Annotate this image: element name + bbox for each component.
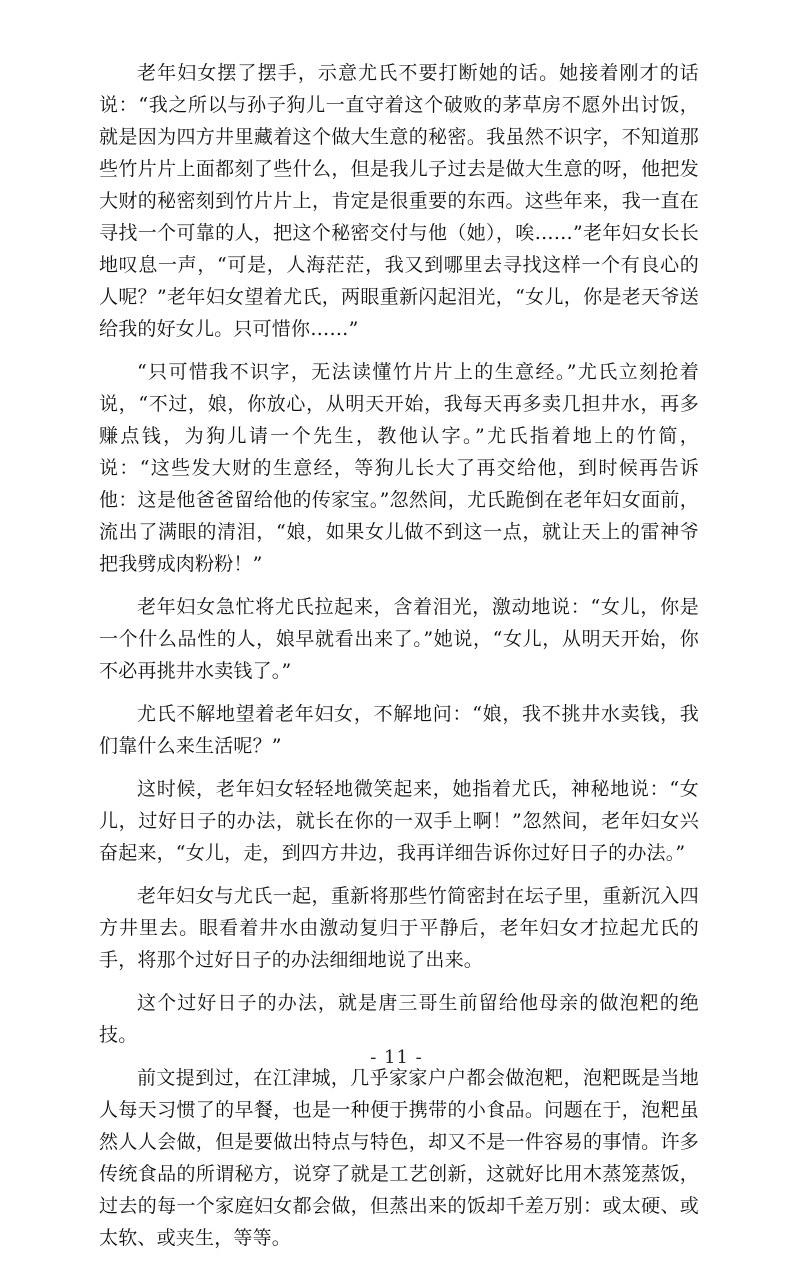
paragraph: “只可惜我不识字，无法读懂竹片片上的生意经。”尤氏立刻抢着说，“不过，娘，你放心，从明天开始，我每天再多卖几担井水，再多赚点钱，为狗儿请一个先生，教他认字。”尤氏指着地上的竹简，说：“这些发大财的生意经，等狗儿长大了再交给他，到时候再告诉他：这是他爸爸留给他的传家宝。”忽然间，尤氏跪倒在老年妇女面前，流出了满眼的清泪，“娘，如果女儿做不到这一点，就让天上的雷神爷把我劈成肉粉粉！” <box>99 361 699 575</box>
paragraph: 老年妇女急忙将尤氏拉起来，含着泪光，激动地说：“女儿，你是一个什么品性的人，娘早就看出来了。”她说，“女儿，从明天开始，你不必再挑井水卖钱了。” <box>99 596 699 682</box>
body-text <box>99 57 699 1265</box>
page-number: - 11 - <box>370 1047 423 1068</box>
paragraph: 老年妇女摆了摆手，示意尤氏不要打断她的话。她接着刚才的话说：“我之所以与孙子狗儿一直守着这个破败的茅草房不愿外出讨饭，就是因为四方井里藏着这个做大生意的秘密。我虽然不识字，不知道那些竹片片上面都刻了些什么，但是我儿子过去是做大生意的呀，他把发大财的秘密刻到竹片片上，肯定是很重要的东西。这些年来，我一直在寻找一个可靠的人，把这个秘密交付与他（她），唉……”老年妇女长长地叹息一声，“可是，人海茫茫，我又到哪里去寻找这样一个有良心的人呢？”老年妇女望着尤氏，两眼重新闪起泪光，“女儿，你是老天爷送给我的好女儿。只可惜你……” <box>99 62 699 340</box>
paragraph: 老年妇女与尤氏一起，重新将那些竹简密封在坛子里，重新沉入四方井里去。眼看着井水由激动复归于平静后，老年妇女才拉起尤氏的手，将那个过好日子的办法细细地说了出来。 <box>99 885 699 971</box>
paragraph: 这个过好日子的办法，就是唐三哥生前留给他母亲的做泡粑的绝技。 <box>99 992 699 1046</box>
paragraph: 尤氏不解地望着老年妇女，不解地问：“娘，我不挑井水卖钱，我们靠什么来生活呢？” <box>99 703 699 757</box>
paragraph: 前文提到过，在江津城，几乎家家户户都会做泡粑，泡粑既是当地人每天习惯了的早餐，也是一种便于携带的小食品。问题在于，泡粑虽然人人会做，但是要做出特点与特色，却又不是一件容易的事情。许多传统食品的所谓秘方，说穿了就是工艺创新，这就好比用木蒸笼蒸饭，过去的每一个家庭妇女都会做，但蒸出来的饭却千差万别：或太硬、或太软、或夹生，等等。 <box>99 1067 699 1249</box>
paragraph: 这时候，老年妇女轻轻地微笑起来，她指着尤氏，神秘地说：“女儿，过好日子的办法，就长在你的一双手上啊！”忽然间，老年妇女兴奋起来，“女儿，走，到四方井边，我再详细告诉你过好日子的办法。” <box>99 778 699 864</box>
